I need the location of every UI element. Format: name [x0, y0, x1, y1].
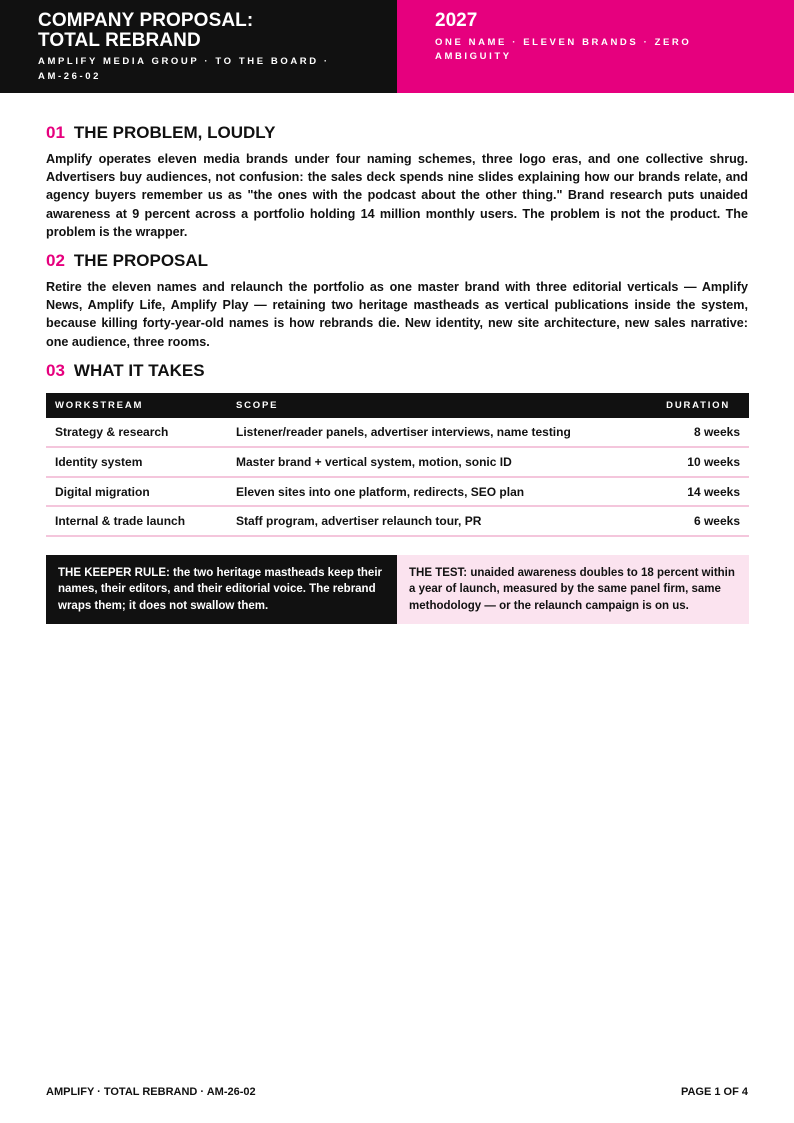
table-row [46, 506, 749, 536]
cell-scope: Eleven sites into one platform, redirects, SEO plan [227, 477, 639, 507]
cell-scope: Staff program, advertiser relaunch tour, PR [227, 506, 639, 536]
section-title: THE PROBLEM, LOUDLY [73, 123, 276, 142]
footer-document-id: AMPLIFY · TOTAL REBRAND · AM-26-02 [46, 1086, 256, 1098]
table-row [46, 447, 749, 477]
cell-workstream: Internal & trade launch [46, 506, 227, 536]
cell-duration: 14 weeks [639, 477, 749, 507]
section-heading-proposal [46, 251, 748, 271]
section-heading-problem [46, 123, 748, 143]
table-row [46, 477, 749, 507]
document-title-line-2: TOTAL REBRAND [38, 30, 201, 51]
document-title-line-1: COMPANY PROPOSAL: [38, 10, 254, 31]
footer-page-number: PAGE 1 OF 4 [680, 1086, 748, 1098]
header-year-block [397, 0, 794, 93]
header-title-block [0, 0, 397, 93]
cell-scope: Listener/reader panels, advertiser interviews, name testing [227, 418, 639, 448]
document-subtitle: AMPLIFY MEDIA GROUP · TO THE BOARD · AM-26-02 [38, 56, 330, 82]
tagline: ONE NAME · ELEVEN BRANDS · ZERO AMBIGUITY [435, 37, 692, 62]
cell-scope: Master brand + vertical system, motion, sonic ID [227, 447, 639, 477]
callout-row [46, 555, 749, 625]
section-number: 02 [46, 251, 65, 271]
cell-duration: 10 weeks [639, 447, 749, 477]
column-header-workstream: WORKSTREAM [46, 393, 227, 418]
section-title: WHAT IT TAKES [73, 360, 205, 380]
cell-duration: 6 weeks [639, 506, 749, 536]
column-header-duration: DURATION [639, 393, 749, 418]
keeper-rule-callout: THE KEEPER RULE: the two heritage mastheads keep their names, their editors, and their editorial voice. The rebrand wraps them; it does not swallow them. [46, 555, 397, 625]
document-title [38, 11, 359, 51]
document-header [0, 0, 794, 93]
cell-workstream: Identity system [46, 447, 227, 477]
cell-workstream: Strategy & research [46, 418, 227, 448]
page-footer [46, 1086, 748, 1098]
section-number: 03 [46, 360, 65, 380]
section-number: 01 [46, 123, 65, 142]
year-label: 2027 [435, 10, 478, 31]
cell-workstream: Digital migration [46, 477, 227, 507]
test-callout: THE TEST: unaided awareness doubles to 18 percent within a year of launch, measured by the same panel firm, same methodology — or the relaunch campaign is on us. [397, 555, 749, 625]
column-header-scope: SCOPE [227, 393, 639, 418]
document-body [0, 123, 794, 624]
workstream-table [46, 393, 749, 537]
section-body-problem: Amplify operates eleven media brands under four naming schemes, three logo eras, and one collective shrug. Advertisers buy audiences, not confusion: the sales deck spends nine slides explaining how our brands relate, and agency buyers remember us as "the ones with the podcast about the other thing." Brand research puts unaided awareness at 9 percent across a portfolio holding 14 million monthly users. The problem is not the product. The problem is the wrapper. [46, 152, 748, 239]
section-title: THE PROPOSAL [73, 251, 209, 271]
table-header-row [46, 393, 749, 418]
table-row [46, 418, 749, 448]
cell-duration: 8 weeks [639, 418, 749, 448]
section-body-proposal: Retire the eleven names and relaunch the portfolio as one master brand with three editorial verticals — Amplify News, Amplify Life, Amplify Play — retaining two heritage mastheads as vertical publications inside the system, because killing forty-year-old names is how rebrands die. New identity, new site architecture, new sales narrative: one audience, three rooms. [46, 280, 748, 349]
section-heading-what-it-takes [46, 361, 748, 381]
